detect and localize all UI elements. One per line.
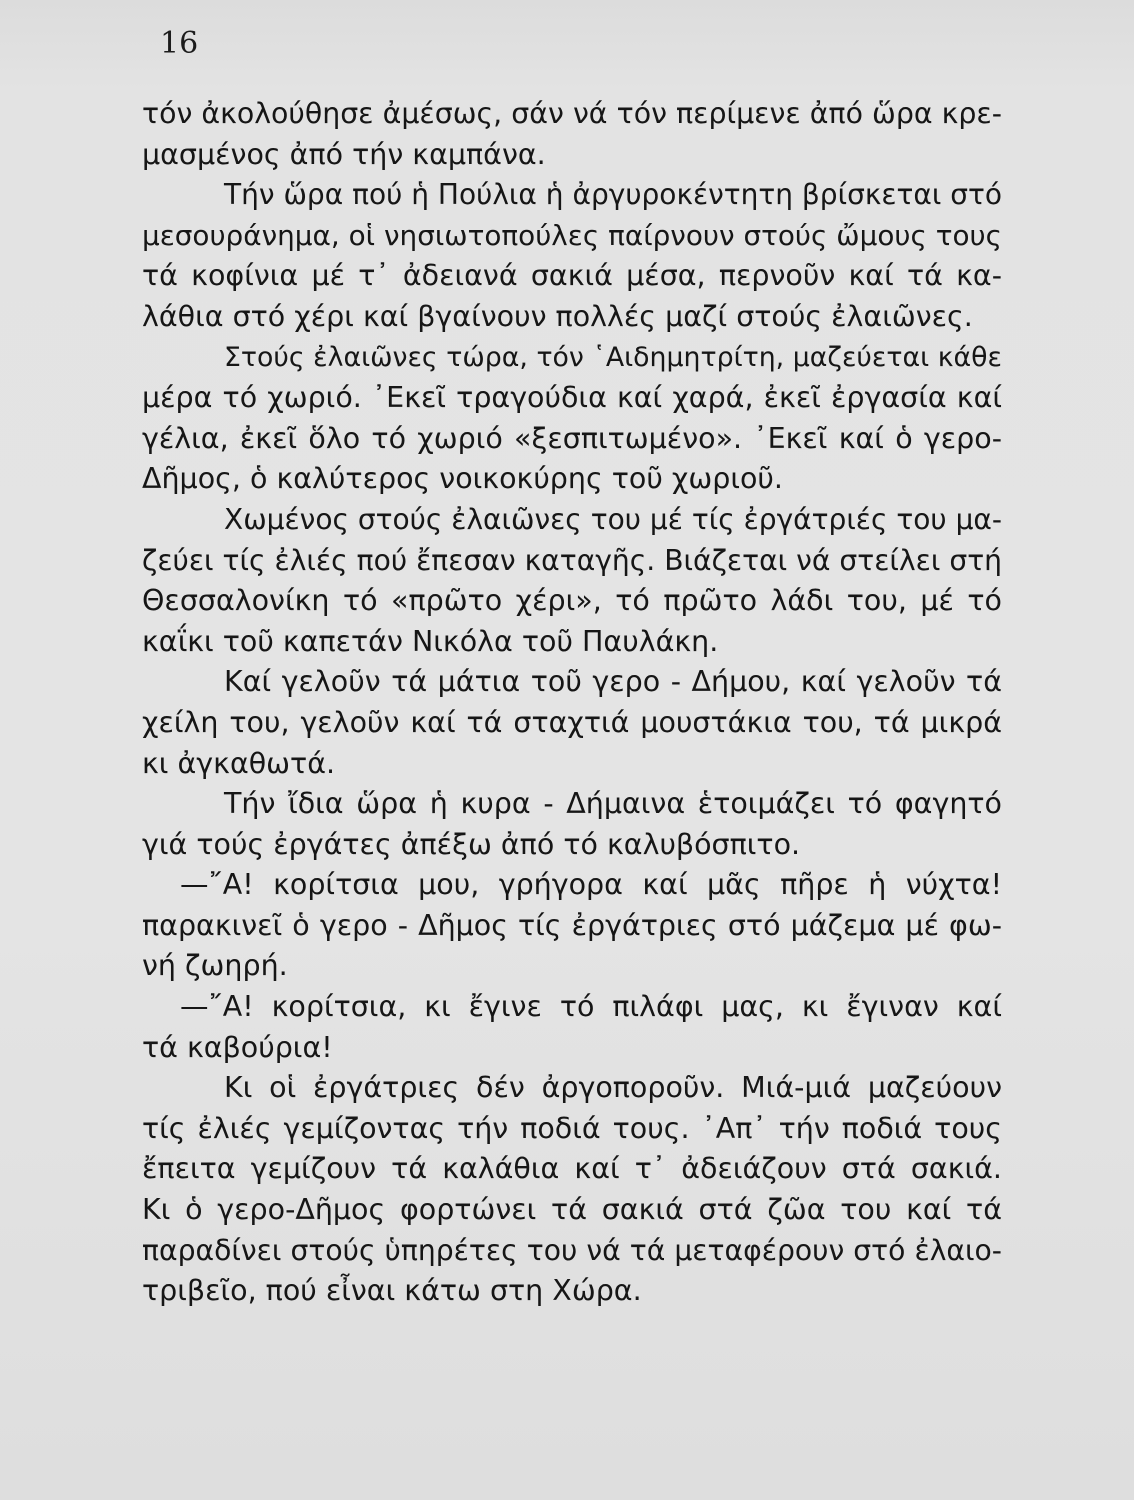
text-line: —῎Α! κορίτσια μου, γρήγορα καί μᾶς πῆρε ἡ νύχτα! — [180, 868, 1002, 902]
text-line: μεσουράνημα, οἱ νησιωτοπούλες παίρνουν στούς ὤμους τους — [142, 218, 1002, 252]
text-line: παραδίνει στούς ὑπηρέτες του νά τά μεταφέρουν στό ἐλαιο- — [142, 1233, 1002, 1267]
text-line: λάθια στό χέρι καί βγαίνουν πολλές μαζί στούς ἐλαιῶνες. — [142, 299, 973, 333]
text-line: νή ζωηρή. — [142, 949, 288, 983]
text-line: τά καβούρια! — [142, 1030, 333, 1064]
text-line: τόν ἀκολούθησε ἀμέσως, σάν νά τόν περίμενε ἀπό ὥρα κρε- — [142, 97, 1002, 130]
text-line: παρακινεῖ ὁ γερο - Δῆμος τίς ἐργάτριες στό μάζεμα μέ φω- — [142, 908, 1002, 942]
body-text — [142, 94, 1002, 1312]
text-line: τριβεῖο, πού εἶναι κάτω στη Χώρα. — [142, 1274, 642, 1308]
text-line: ζεύει τίς ἐλιές πού ἔπεσαν καταγῆς. Βιάζεται νά στείλει στή — [142, 543, 1002, 577]
text-line: κι ἀγκαθωτά. — [142, 746, 336, 780]
text-line: γιά τούς ἐργάτες ἀπέξω ἀπό τό καλυβόσπιτο. — [142, 827, 801, 861]
text-line: Τήν ὥρα πού ἡ Πούλια ἡ ἀργυροκέντητη βρίσκεται στό — [224, 178, 1002, 212]
text-line: μέρα τό χωριό. ᾿Εκεῖ τραγούδια καί χαρά, ἐκεῖ ἐργασία καί — [142, 381, 1002, 415]
page-number: 16 — [160, 26, 199, 61]
text-line: τίς ἐλιές γεμίζοντας τήν ποδιά τους. ᾿Απ᾿ τήν ποδιά τους — [142, 1111, 1002, 1145]
text-line: χείλη του, γελοῦν καί τά σταχτιά μουστάκια του, τά μικρά — [142, 705, 1002, 739]
text-line: Θεσσαλονίκη τό «πρῶτο χέρι», τό πρῶτο λάδι του, μέ τό — [142, 584, 1002, 618]
text-line: μασμένος ἀπό τήν καμπάνα. — [142, 137, 546, 171]
text-line: Κι ὁ γερο-Δῆμος φορτώνει τά σακιά στά ζῶα του καί τά — [142, 1193, 1002, 1227]
text-line: Τήν ἴδια ὥρα ἡ κυρα - Δήμαινα ἑτοιμάζει τό φαγητό — [224, 787, 1002, 821]
text-line: Κι οἱ ἐργάτριες δέν ἀργοποροῦν. Μιά-μιά μαζεύουν — [224, 1071, 1002, 1105]
text-line: Δῆμος, ὁ καλύτερος νοικοκύρης τοῦ χωριοῦ. — [142, 462, 783, 496]
text-line: γέλια, ἐκεῖ ὅλο τό χωριό «ξεσπιτωμένο». ᾿Εκεῖ καί ὁ γερο- — [142, 421, 1002, 455]
text-line: Στούς ἐλαιῶνες τώρα, τόν ῾Αιδημητρίτη, μαζεύεται κάθε — [224, 341, 1002, 373]
text-line: ἔπειτα γεμίζουν τά καλάθια καί τ᾿ ἀδειάζουν στά σακιά. — [142, 1152, 1002, 1186]
text-line: —῎Α! κορίτσια, κι ἔγινε τό πιλάφι μας, κι ἔγιναν καί — [180, 990, 1002, 1024]
text-line: Καί γελοῦν τά μάτια τοῦ γερο - Δήμου, καί γελοῦν τά — [224, 665, 1002, 699]
text-line: καΐκι τοῦ καπετάν Νικόλα τοῦ Παυλάκη. — [142, 624, 719, 658]
text-line: τά κοφίνια μέ τ᾿ ἀδειανά σακιά μέσα, περνοῦν καί τά κα- — [142, 259, 1002, 293]
text-line: Χωμένος στούς ἐλαιῶνες του μέ τίς ἐργάτριές του μα- — [224, 502, 1002, 536]
